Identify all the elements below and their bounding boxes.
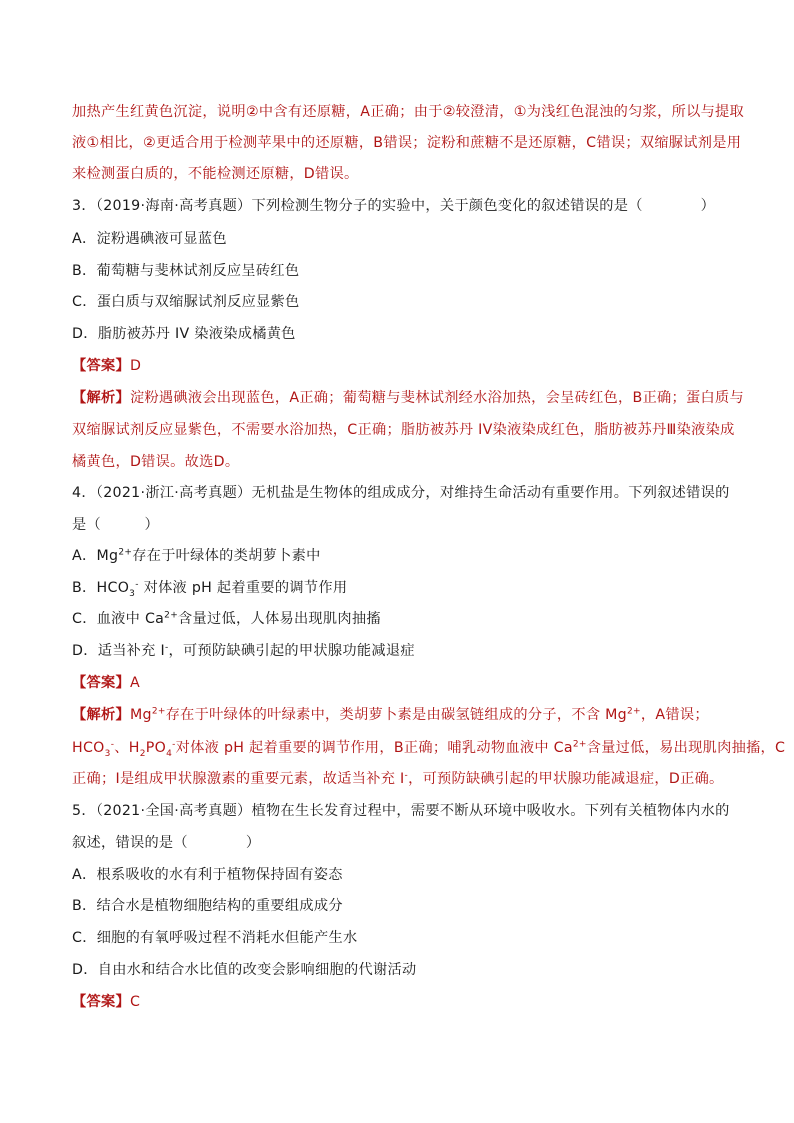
q4-analysis-line-2 bbox=[72, 738, 785, 758]
analysis-text: Mg bbox=[129, 707, 152, 723]
prev-explanation-line-3: 来检测蛋白质的，不能检测还原糖，D错误。 bbox=[72, 166, 359, 182]
q3-option-b: B．葡萄糖与斐林试剂反应呈砖红色 bbox=[72, 263, 300, 279]
subscript: 3 bbox=[129, 588, 136, 599]
option-c-text: 含量过低，人体易出现肌肉抽搐 bbox=[178, 611, 381, 627]
superscript: - bbox=[164, 642, 169, 653]
answer-label: 【答案】 bbox=[72, 994, 130, 1010]
q3-analysis-line-1 bbox=[72, 388, 744, 408]
answer-value: C bbox=[129, 994, 141, 1010]
subscript: 4 bbox=[166, 748, 173, 759]
q5-answer bbox=[72, 992, 140, 1012]
option-d-text: ，可预防缺碘引起的甲状腺功能减退症 bbox=[168, 643, 415, 659]
q4-stem-line-1: 4．（2021·浙江·高考真题）无机盐是生物体的组成成分，对维持生命活动有重要作用。下列叙述错误的 bbox=[72, 485, 730, 501]
q4-option-a bbox=[72, 546, 321, 566]
q5-stem-line-2: 叙述，错误的是（ ） bbox=[72, 835, 261, 851]
q3-analysis-line-2: 双缩脲试剂反应显紫色，不需要水浴加热，C正确；脂肪被苏丹 IV染液染成红色，脂肪被苏丹Ⅲ染液染成 bbox=[72, 422, 735, 438]
superscript: 2+ bbox=[626, 706, 641, 717]
q4-option-d bbox=[72, 641, 415, 661]
option-b-text: 对体液 pH 起着重要的调节作用 bbox=[138, 580, 348, 596]
q5-stem-line-1: 5．（2021·全国·高考真题）植物在生长发育过程中，需要不断从环境中吸收水。下列有关植物体内水的 bbox=[72, 803, 730, 819]
q3-stem: 3．（2019·海南·高考真题）下列检测生物分子的实验中，关于颜色变化的叙述错误的是（ ） bbox=[72, 198, 716, 214]
subscript: 3 bbox=[104, 748, 111, 759]
analysis-text: ，A错误； bbox=[640, 707, 709, 723]
superscript: - bbox=[135, 579, 139, 590]
q3-option-c: C．蛋白质与双缩脲试剂反应显紫色 bbox=[72, 294, 300, 310]
prev-explanation-line-2: 液①相比，②更适合用于检测苹果中的还原糖，B错误；淀粉和蔗糖不是还原糖，C错误；双缩脲试剂是用 bbox=[72, 135, 742, 151]
option-c-prefix: C．血液中 Ca bbox=[72, 611, 165, 627]
q4-option-c bbox=[72, 609, 381, 629]
q5-option-b: B．结合水是植物细胞结构的重要组成成分 bbox=[72, 898, 343, 914]
option-b-prefix: B．HCO bbox=[72, 580, 130, 596]
analysis-text: HCO bbox=[72, 740, 105, 756]
q3-option-a: A．淀粉遇碘液可显蓝色 bbox=[72, 231, 227, 247]
superscript: 2+ bbox=[151, 706, 166, 717]
q4-option-b bbox=[72, 578, 347, 598]
option-a-text: 存在于叶绿体的类胡萝卜素中 bbox=[132, 548, 321, 564]
q5-option-d: D．自由水和结合水比值的改变会影响细胞的代谢活动 bbox=[72, 962, 417, 978]
answer-label: 【答案】 bbox=[72, 675, 130, 691]
answer-value: A bbox=[129, 675, 140, 691]
q4-answer bbox=[72, 673, 140, 693]
analysis-label: 【解析】 bbox=[72, 707, 130, 723]
superscript: - bbox=[172, 739, 176, 750]
answer-value: D bbox=[129, 358, 142, 374]
q5-option-c: C．细胞的有氧呼吸过程不消耗水但能产生水 bbox=[72, 930, 358, 946]
analysis-text: 存在于叶绿体的叶绿素中，类胡萝卜素是由碳氢链组成的分子，不含 Mg bbox=[165, 707, 627, 723]
prev-explanation-line-1: 加热产生红黄色沉淀，说明②中含有还原糖，A正确；由于②较澄清，①为浅红色混浊的匀浆，所以与提取 bbox=[72, 104, 745, 120]
superscript: - bbox=[110, 739, 115, 750]
analysis-text: 含量过低，易出现肌肉抽搐，C bbox=[586, 740, 786, 756]
superscript: 2+ bbox=[572, 739, 587, 750]
q4-analysis-line-1 bbox=[72, 705, 709, 725]
analysis-text: 、H bbox=[114, 740, 140, 756]
superscript: 2+ bbox=[118, 547, 133, 558]
analysis-text: ，可预防缺碘引起的甲状腺功能减退症，D正确。 bbox=[408, 771, 724, 787]
q3-analysis-line-3: 橘黄色，D错误。故选D。 bbox=[72, 454, 240, 470]
option-a-prefix: A．Mg bbox=[72, 548, 119, 564]
q4-stem-line-2: 是（ ） bbox=[72, 517, 159, 533]
analysis-text: PO bbox=[145, 740, 167, 756]
answer-label: 【答案】 bbox=[72, 358, 130, 374]
analysis-text: 正确；I是组成甲状腺激素的重要元素，故适当补充 I bbox=[72, 771, 405, 787]
subscript: 2 bbox=[139, 748, 146, 759]
q4-analysis-line-3 bbox=[72, 769, 724, 789]
analysis-text: 对体液 pH 起着重要的调节作用，B正确；哺乳动物血液中 Ca bbox=[175, 740, 573, 756]
q3-option-d: D．脂肪被苏丹 IV 染液染成橘黄色 bbox=[72, 326, 296, 342]
superscript: - bbox=[404, 770, 409, 781]
analysis-text: 淀粉遇碘液会出现蓝色，A正确；葡萄糖与斐林试剂经水浴加热，会呈砖红色，B正确；蛋白质与 bbox=[129, 390, 744, 406]
q5-option-a: A．根系吸收的水有利于植物保持固有姿态 bbox=[72, 867, 343, 883]
q3-answer bbox=[72, 356, 141, 376]
analysis-label: 【解析】 bbox=[72, 390, 130, 406]
superscript: 2+ bbox=[164, 610, 179, 621]
option-d-prefix: D．适当补充 I bbox=[72, 643, 165, 659]
